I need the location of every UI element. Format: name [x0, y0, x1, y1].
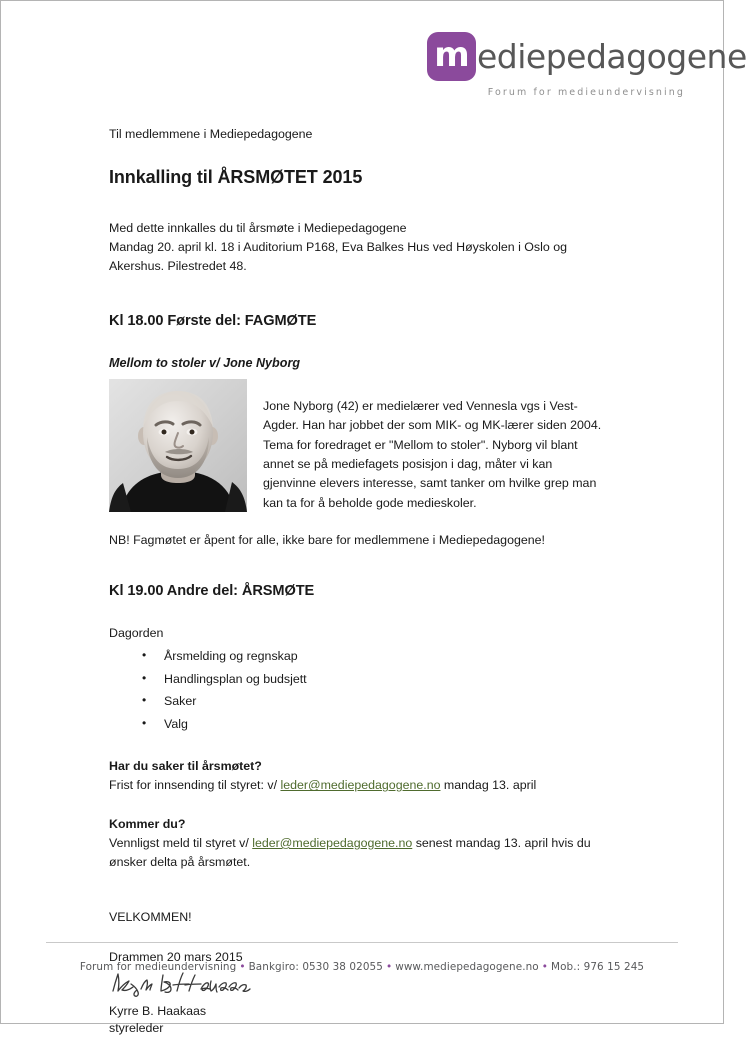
agenda-label: Dagorden	[109, 626, 164, 641]
footer-part-4: Mob.: 976 15 245	[551, 961, 645, 973]
welcome-line: VELKOMMEN!	[109, 909, 192, 924]
intro-line-1: Med dette innkalles du til årsmøte i Mediepedagogene	[109, 221, 407, 236]
attendance-prefix: Vennligst meld til styret v/	[109, 835, 253, 850]
footer-separator-icon: •	[385, 961, 393, 973]
footer-text	[46, 961, 678, 973]
logo-row	[427, 31, 747, 81]
signature-image	[107, 969, 605, 999]
attendance-body	[109, 834, 605, 872]
list-item: • Årsmelding og regnskap	[142, 647, 605, 666]
questions-suffix: mandag 13. april	[440, 778, 537, 793]
page-footer	[46, 942, 678, 973]
agenda-list	[109, 647, 605, 733]
questions-body	[109, 776, 605, 795]
logo-mark-letter: m	[434, 35, 469, 75]
speaker-block	[109, 379, 605, 513]
footer-part-1: Forum for medieundervisning	[79, 961, 237, 973]
nb-note: NB! Fagmøtet er åpent for alle, ikke bare for medlemmene i Mediepedagogene!	[109, 533, 545, 548]
list-item: • Saker	[142, 692, 605, 711]
footer-part-2: Bankgiro: 0530 38 02055	[248, 961, 383, 973]
footer-separator-icon: •	[239, 961, 246, 973]
document-body	[109, 125, 605, 1037]
brand-logo	[427, 31, 747, 99]
section-heading-fagmote: Kl 18.00 Første del: FAGMØTE	[109, 312, 317, 329]
page-title: Innkalling til ÅRSMØTET 2015	[109, 166, 363, 187]
logo-tagline: Forum for medieundervisning	[487, 87, 685, 98]
signer-name: Kyrre B. Haakaas	[109, 1004, 207, 1019]
intro-block	[109, 219, 605, 276]
attendance-block	[109, 815, 605, 872]
speaker-bio: Jone Nyborg (42) er medielærer ved Vennesla vgs i Vest-Agder. Han har jobbet der som MIK- og MK-lærer siden 2004. Tema for foredraget er "Mellom to stoler". Nyborg vil blant annet se på mediefagets posisjon i dag, måter vi kan gjenvinne elevers interesse, samt tanker om hvilke grep man kan ta for å beholde gode medieskoler.	[263, 399, 602, 510]
logo-wordmark: ediepedagogene	[477, 36, 747, 76]
place-and-date: Drammen 20 mars 2015	[109, 950, 243, 965]
section-heading-arsmote: Kl 19.00 Andre del: ÅRSMØTE	[109, 582, 315, 599]
attendance-suffix: senest mandag 13. april hvis du ønsker delta på årsmøtet.	[109, 835, 591, 869]
talk-title: Mellom to stoler v/ Jone Nyborg	[109, 355, 301, 370]
attendance-heading: Kommer du?	[109, 817, 186, 832]
speaker-photo	[109, 379, 247, 512]
addressee-line: Til medlemmene i Mediepedagogene	[109, 127, 313, 141]
email-link-leder[interactable]: leder@mediepedagogene.no	[280, 778, 441, 793]
email-link-leder-2[interactable]: leder@mediepedagogene.no	[252, 835, 413, 850]
intro-line-2: Mandag 20. april kl. 18 i Auditorium P168, Eva Balkes Hus ved Høyskolen i Oslo og Akershus. Pilestredet 48.	[109, 240, 567, 273]
footer-separator-icon: •	[541, 961, 549, 973]
footer-divider	[46, 942, 678, 943]
list-item: • Handlingsplan og budsjett	[142, 670, 605, 689]
questions-block	[109, 757, 605, 795]
signer-role: styreleder	[109, 1021, 164, 1036]
footer-part-3: www.mediepedagogene.no	[395, 961, 539, 973]
questions-prefix: Frist for innsending til styret: v/	[109, 778, 281, 793]
questions-heading: Har du saker til årsmøtet?	[109, 759, 262, 774]
logo-mark-icon	[427, 32, 476, 81]
list-item: • Valg	[142, 715, 605, 734]
